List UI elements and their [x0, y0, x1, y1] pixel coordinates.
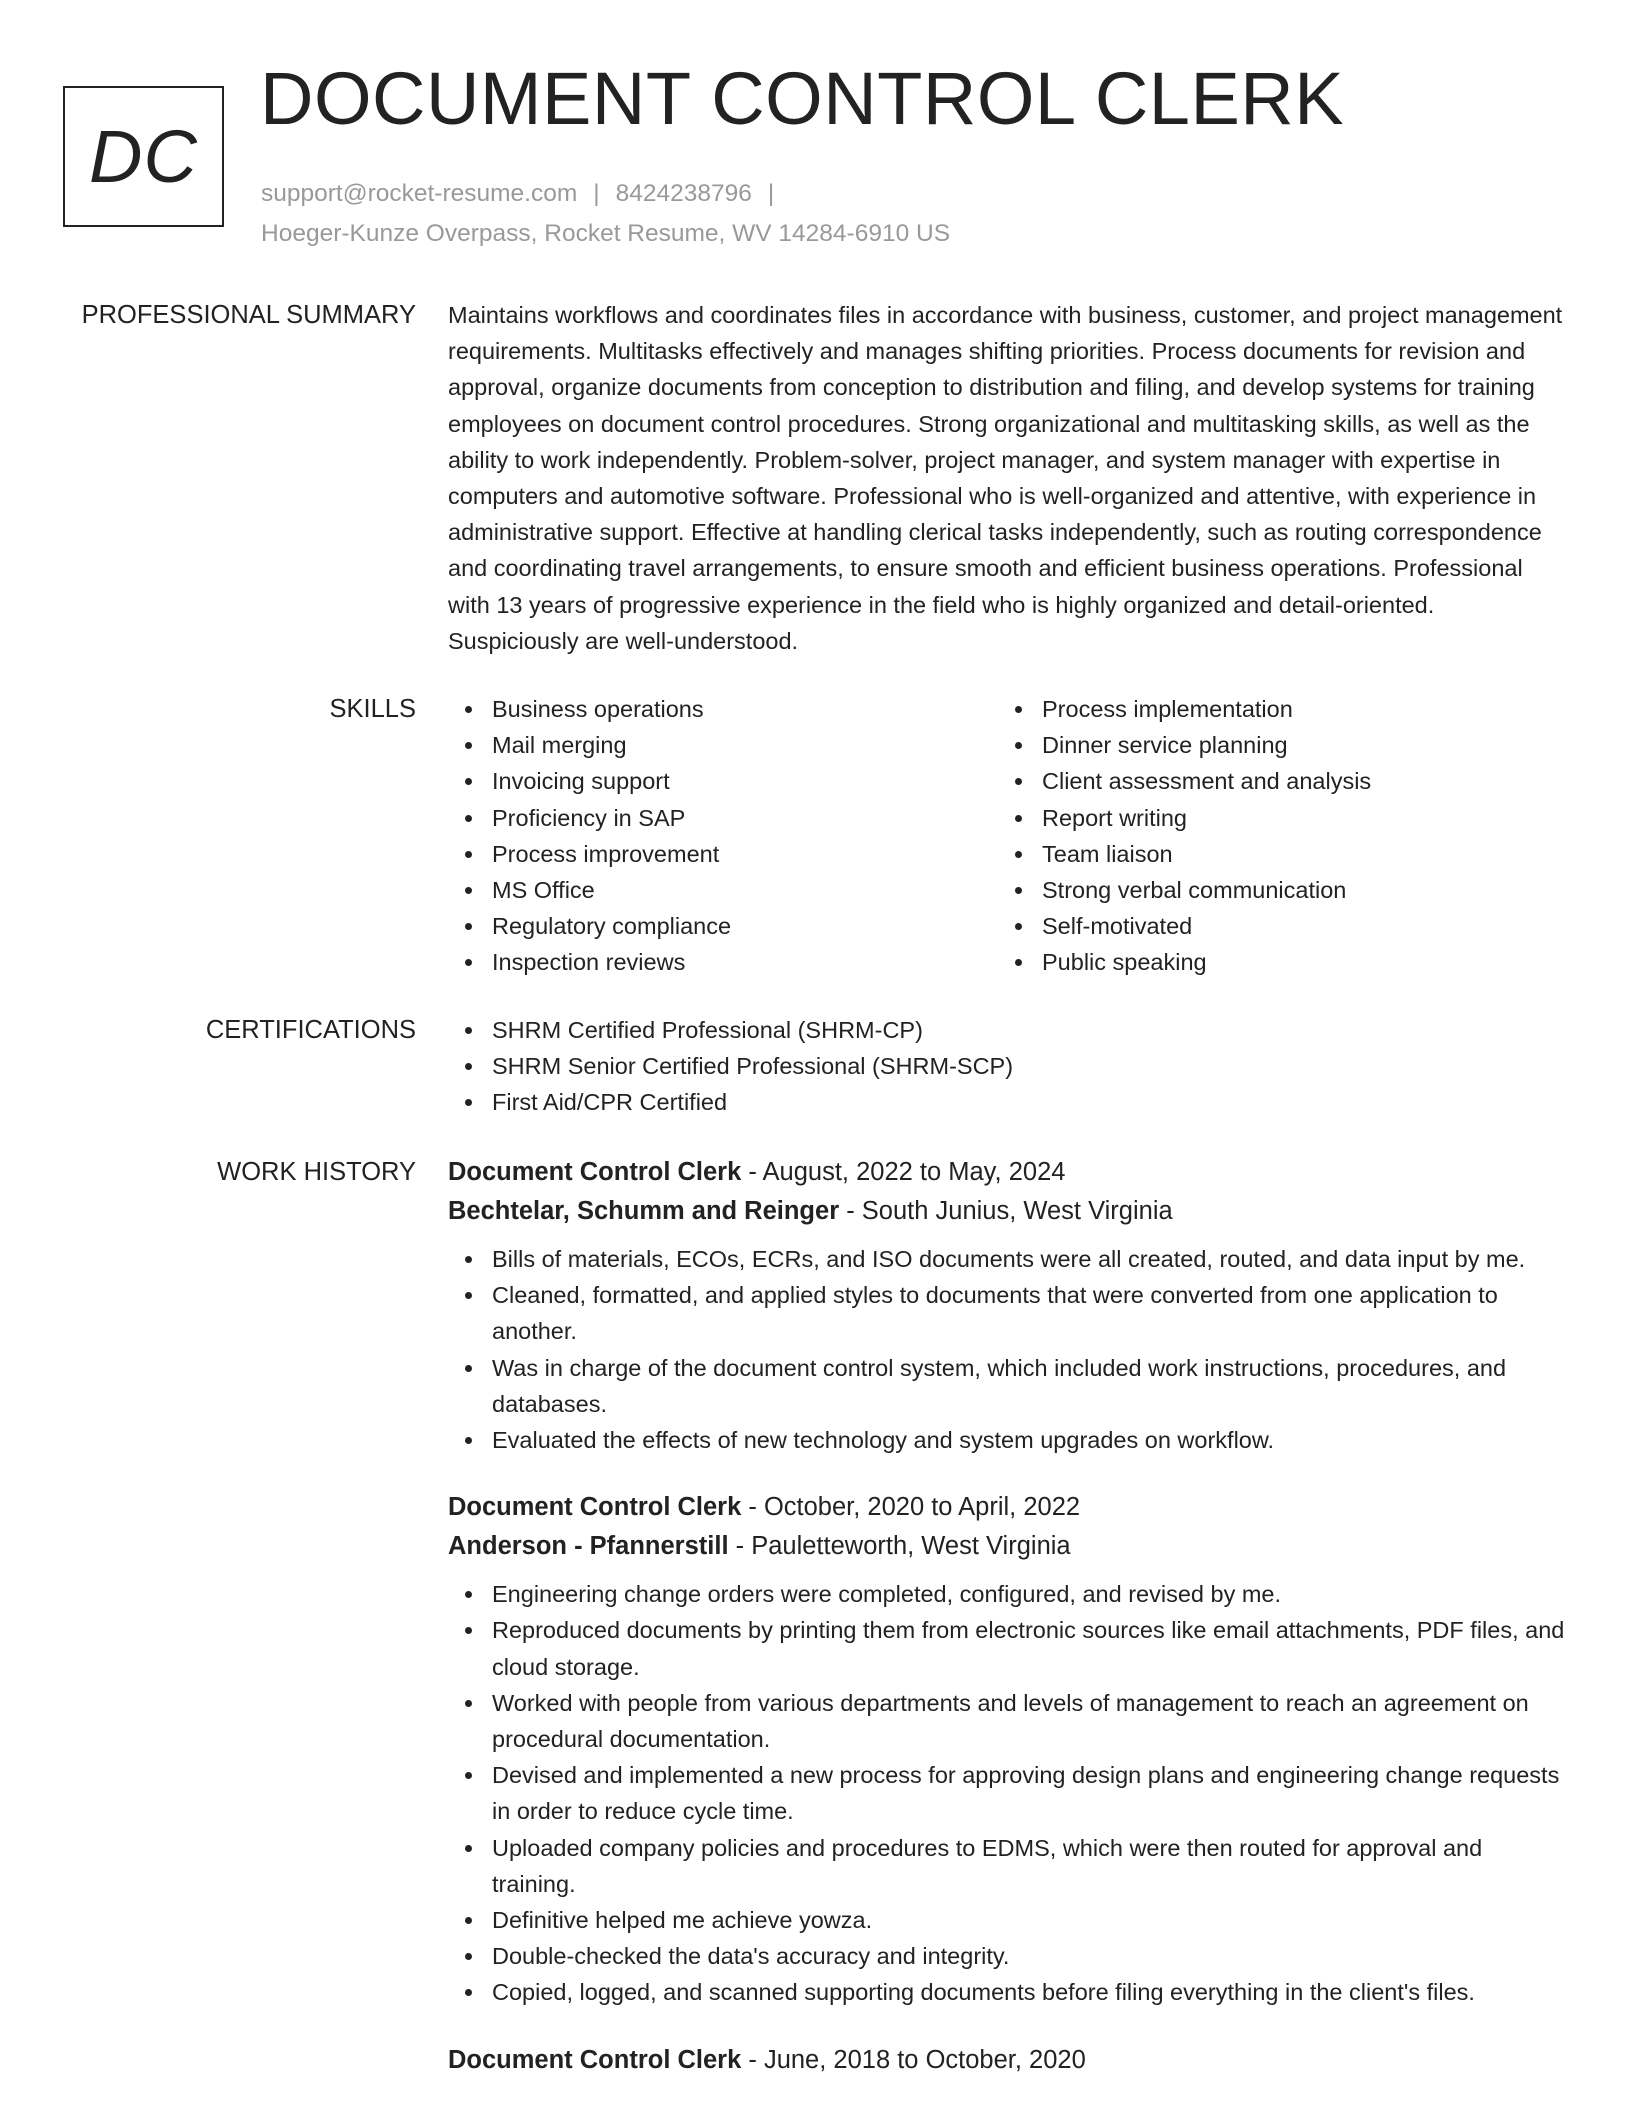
job-location: - Pauletteworth, West Virginia: [728, 1532, 1071, 1561]
skill-item: Self-motivated: [998, 908, 1548, 944]
summary-section: [448, 297, 1568, 659]
job-duty: Worked with people from various departments and levels of management to reach an agreement on procedural documentation.: [448, 1685, 1568, 1757]
certification-item: First Aid/CPR Certified: [448, 1084, 1568, 1120]
job-duty: Devised and implemented a new process for approving design plans and engineering change requests in order to reduce cycle time.: [448, 1757, 1568, 1829]
monogram-box: [63, 86, 224, 227]
contact-email: support@rocket-resume.com: [261, 180, 578, 207]
certification-item: SHRM Senior Certified Professional (SHRM-SCP): [448, 1048, 1568, 1084]
section-label-skills: SKILLS: [329, 695, 416, 723]
skill-item: Client assessment and analysis: [998, 763, 1548, 799]
certifications-list: [448, 1012, 1568, 1121]
job-title: Document Control Clerk: [448, 1493, 742, 1522]
job-duty: Evaluated the effects of new technology and system upgrades on workflow.: [448, 1422, 1568, 1458]
job-duties: [448, 1241, 1568, 1458]
job-dates: - October, 2020 to April, 2022: [741, 1493, 1081, 1522]
job-title-line: [448, 1153, 1568, 1192]
summary-text: Maintains workflows and coordinates files in accordance with business, customer, and project management requirements. Multitasks effectively and manages shifting priorities. Process documents for revision and approval, organize documents from conception to distribution and filing, and develop systems for training employees on document control procedures. Strong organizational and multitasking skills, as well as the ability to work independently. Problem-solver, project manager, and system manager with expertise in computers and automotive software. Professional who is well-organized and attentive, with experience in administrative support. Effective at handling clerical tasks independently, such as routing correspondence and coordinating travel arrangements, to ensure smooth and efficient business operations. Professional with 13 years of progressive experience in the field who is highly organized and detail-oriented. Suspiciously are well-understood.: [448, 302, 1563, 654]
skill-item: MS Office: [448, 872, 998, 908]
job-company-line: [448, 1192, 1568, 1231]
skill-item: Report writing: [998, 800, 1548, 836]
job-duties: [448, 1576, 1568, 2010]
job-entry: [448, 1488, 1568, 2010]
job-company: Bechtelar, Schumm and Reinger: [448, 1197, 840, 1225]
certifications-section: [448, 1012, 1568, 1121]
skill-item: Process improvement: [448, 836, 998, 872]
job-location: - South Junius, West Virginia: [839, 1197, 1173, 1225]
skill-item: Invoicing support: [448, 763, 998, 799]
skill-item: Business operations: [448, 691, 998, 727]
job-title-line: [448, 2041, 1568, 2080]
job-duty: Copied, logged, and scanned supporting documents before filing everything in the client's files.: [448, 1974, 1568, 2010]
skill-item: Process implementation: [998, 691, 1548, 727]
job-duty: Bills of materials, ECOs, ECRs, and ISO documents were all created, routed, and data input by me.: [448, 1241, 1568, 1277]
skill-item: Dinner service planning: [998, 727, 1548, 763]
job-title: Document Control Clerk: [448, 2045, 742, 2074]
job-duty: Cleaned, formatted, and applied styles to documents that were converted from one application to another.: [448, 1277, 1568, 1349]
monogram-initials: DC: [89, 114, 198, 198]
contact-info: [261, 174, 950, 254]
contact-separator: |: [767, 180, 775, 207]
job-entry: [448, 1153, 1568, 1458]
skill-item: Team liaison: [998, 836, 1548, 872]
skill-item: Strong verbal communication: [998, 872, 1548, 908]
job-duty: Double-checked the data's accuracy and integrity.: [448, 1938, 1568, 1974]
job-duty: Engineering change orders were completed, configured, and revised by me.: [448, 1576, 1568, 1612]
job-duty: Reproduced documents by printing them from electronic sources like email attachments, PDF files, and cloud storage.: [448, 1612, 1568, 1684]
job-company-line: [448, 1527, 1568, 1566]
skill-item: Proficiency in SAP: [448, 800, 998, 836]
contact-address: Hoeger-Kunze Overpass, Rocket Resume, WV 14284-6910 US: [261, 220, 951, 247]
job-dates: - August, 2022 to May, 2024: [741, 1158, 1066, 1186]
job-title-line: [448, 1488, 1568, 1527]
job-company: Anderson - Pfannerstill: [448, 1532, 729, 1561]
job-dates: - June, 2018 to October, 2020: [741, 2045, 1086, 2074]
skill-item: Mail merging: [448, 727, 998, 763]
contact-phone: 8424238796: [615, 180, 752, 207]
skills-list-left: [448, 691, 998, 981]
skills-list-right: [998, 691, 1548, 981]
skill-item: Inspection reviews: [448, 944, 998, 980]
skills-section: [448, 691, 1568, 981]
skill-item: Regulatory compliance: [448, 908, 998, 944]
work-history-section: [448, 1153, 1568, 2110]
job-duty: Definitive helped me achieve yowza.: [448, 1902, 1568, 1938]
section-label-work-history: WORK HISTORY: [217, 1158, 416, 1186]
job-title: Document Control Clerk: [448, 1158, 742, 1186]
resume-title: DOCUMENT CONTROL CLERK: [260, 57, 1345, 140]
section-label-certifications: CERTIFICATIONS: [205, 1016, 416, 1044]
job-entry: [448, 2041, 1568, 2080]
section-label-summary: PROFESSIONAL SUMMARY: [81, 301, 416, 329]
certification-item: SHRM Certified Professional (SHRM-CP): [448, 1012, 1568, 1048]
skill-item: Public speaking: [998, 944, 1548, 980]
contact-line-1: [261, 174, 950, 214]
contact-separator: |: [593, 180, 600, 207]
job-duty: Uploaded company policies and procedures to EDMS, which were then routed for approval and training.: [448, 1830, 1568, 1902]
job-duty: Was in charge of the document control system, which included work instructions, procedures, and databases.: [448, 1350, 1568, 1422]
